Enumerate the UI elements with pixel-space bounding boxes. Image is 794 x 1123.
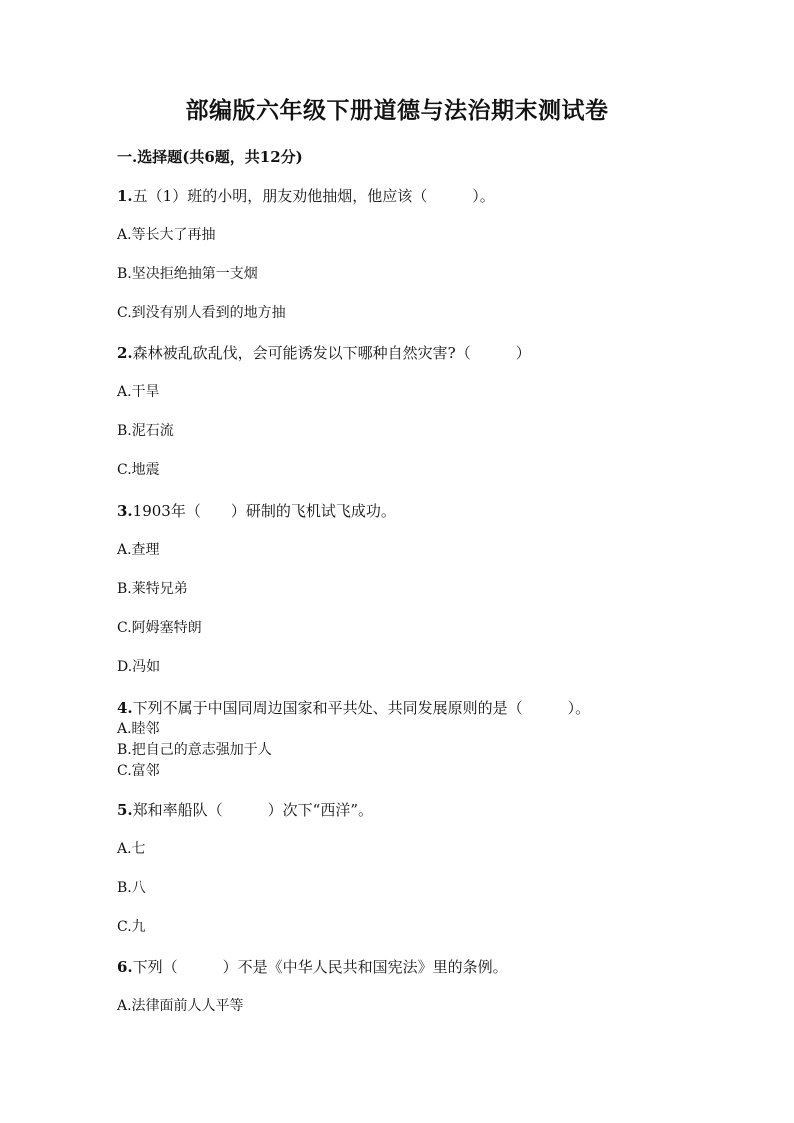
option-b[interactable]: B.八 <box>117 880 146 896</box>
question-number: 5. <box>117 801 133 819</box>
option-c[interactable]: C.富邻 <box>117 763 160 779</box>
question-text: 五（1）班的小明，朋友劝他抽烟，他应该（ ）。 <box>132 187 495 205</box>
question-1 <box>117 186 717 323</box>
option-c[interactable]: C.地震 <box>117 462 160 478</box>
question-text: 森林被乱砍乱伐，会可能诱发以下哪种自然灾害?（ ） <box>132 344 531 362</box>
option-a[interactable]: A.干旱 <box>117 384 160 400</box>
option-a[interactable]: A.睦邻 <box>117 721 160 737</box>
option-a[interactable]: A.等长大了再抽 <box>117 227 216 243</box>
question-number: 3. <box>117 502 133 520</box>
option-b[interactable]: B.莱特兄弟 <box>117 581 188 597</box>
question-text: 郑和率船队（ ）次下“西洋”。 <box>132 801 374 819</box>
question-number: 4. <box>117 699 133 717</box>
question-stem <box>117 501 717 521</box>
option-a[interactable]: A.查理 <box>117 542 160 558</box>
question-text: 下列（ ）不是《中华人民共和国宪法》里的条例。 <box>132 958 508 976</box>
question-3 <box>117 501 717 677</box>
option-a[interactable]: A.法律面前人人平等 <box>117 998 244 1014</box>
question-number: 2. <box>117 344 133 362</box>
question-stem <box>117 343 717 363</box>
option-c[interactable]: C.阿姆塞特朗 <box>117 620 202 636</box>
page-title: 部编版六年级下册道德与法治期末测试卷 <box>185 97 609 124</box>
section-heading: 一.选择题(共6题，共12分) <box>117 148 303 166</box>
option-c[interactable]: C.到没有别人看到的地方抽 <box>117 305 286 321</box>
question-5 <box>117 800 717 937</box>
question-6 <box>117 957 717 1016</box>
option-b[interactable]: B.泥石流 <box>117 423 174 439</box>
question-number: 1. <box>117 187 133 205</box>
option-a[interactable]: A.七 <box>117 841 146 857</box>
question-4 <box>117 698 717 781</box>
question-2 <box>117 343 717 480</box>
question-text: 1903年（ ）研制的飞机试飞成功。 <box>132 502 396 520</box>
option-b[interactable]: B.坚决拒绝抽第一支烟 <box>117 266 258 282</box>
question-stem <box>117 186 717 206</box>
option-d[interactable]: D.冯如 <box>117 659 161 675</box>
question-stem <box>117 957 717 977</box>
option-b[interactable]: B.把自己的意志强加于人 <box>117 742 272 758</box>
option-c[interactable]: C.九 <box>117 919 146 935</box>
question-stem <box>117 800 717 820</box>
question-text: 下列不属于中国同周边国家和平共处、共同发展原则的是（ ）。 <box>132 699 591 717</box>
question-number: 6. <box>117 958 133 976</box>
question-stem <box>117 698 717 718</box>
